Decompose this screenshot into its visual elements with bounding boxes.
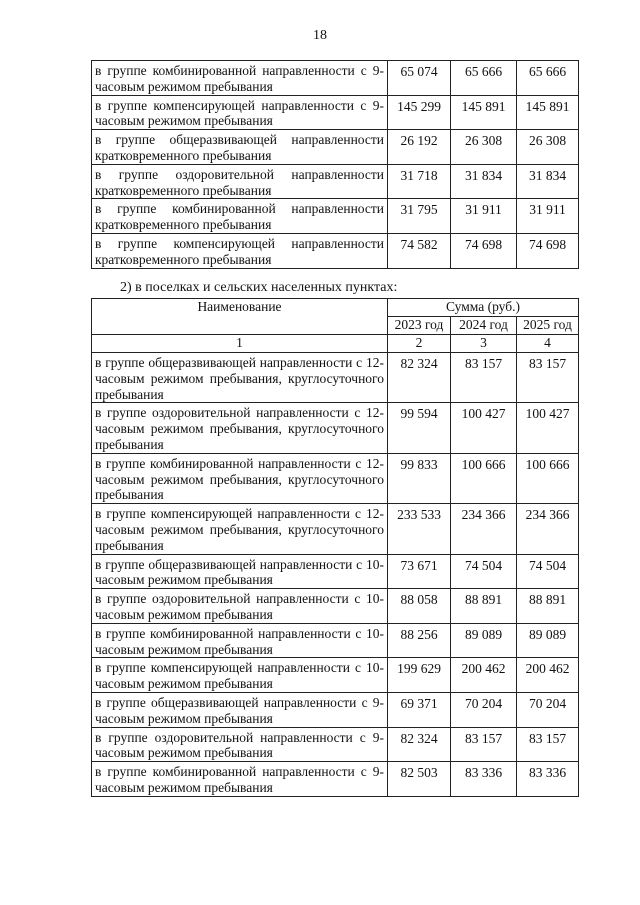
row-value-2024: 31 834 [451, 164, 517, 199]
header-sum-column: Сумма (руб.) [388, 299, 579, 317]
row-value-2025: 88 891 [517, 589, 579, 624]
row-value-2025: 31 911 [517, 199, 579, 234]
row-name-cell: в группе оздоровительной направленности с 10-часовым режимом пребывания [92, 589, 388, 624]
row-value-2025: 83 157 [517, 353, 579, 403]
row-value-2024: 26 308 [451, 130, 517, 165]
row-value-2023: 26 192 [388, 130, 451, 165]
rural-cost-table [91, 298, 579, 797]
row-name-cell: в группе оздоровительной направленности с 12-часовым режимом пребывания, круглосуточного пребывания [92, 403, 388, 453]
table-row [92, 554, 579, 589]
row-value-2025: 100 666 [517, 453, 579, 503]
row-name-cell: в группе комбинированной направленности с 9-часовым режимом пребывания [92, 762, 388, 797]
row-name-cell: в группе комбинированной направленности с 9-часовым режимом пребывания [92, 61, 388, 96]
row-name-cell: в группе общеразвивающей направленности с 9-часовым режимом пребывания [92, 692, 388, 727]
table-row [92, 95, 579, 130]
cost-table-continued [91, 60, 579, 269]
row-value-2023: 99 594 [388, 403, 451, 453]
page-number: 18 [313, 28, 327, 43]
row-value-2023: 31 795 [388, 199, 451, 234]
table-row [92, 623, 579, 658]
row-value-2024: 70 204 [451, 692, 517, 727]
row-value-2023: 73 671 [388, 554, 451, 589]
table-row [92, 453, 579, 503]
row-value-2025: 74 504 [517, 554, 579, 589]
row-value-2023: 74 582 [388, 233, 451, 268]
column-number-2: 2 [388, 335, 451, 353]
row-value-2023: 99 833 [388, 453, 451, 503]
row-name-cell: в группе комбинированной направленности кратковременного пребывания [92, 199, 388, 234]
row-value-2024: 89 089 [451, 623, 517, 658]
row-value-2023: 82 503 [388, 762, 451, 797]
row-name-cell: в группе компенсирующей направленности с 12-часовым режимом пребывания, круглосуточного пребывания [92, 504, 388, 554]
row-value-2023: 88 058 [388, 589, 451, 624]
table-row [92, 233, 579, 268]
row-value-2023: 82 324 [388, 727, 451, 762]
row-name-cell: в группе компенсирующей направленности кратковременного пребывания [92, 233, 388, 268]
row-name-cell: в группе общеразвивающей направленности с 10-часовым режимом пребывания [92, 554, 388, 589]
row-name-cell: в группе оздоровительной направленности с 9-часовым режимом пребывания [92, 727, 388, 762]
row-name-cell: в группе компенсирующей направленности с 9-часовым режимом пребывания [92, 95, 388, 130]
rural-cost-table-body [92, 353, 579, 797]
table-row [92, 403, 579, 453]
row-value-2025: 100 427 [517, 403, 579, 453]
row-name-cell: в группе общеразвивающей направленности кратковременного пребывания [92, 130, 388, 165]
rural-cost-table-header [92, 299, 579, 353]
row-value-2024: 100 666 [451, 453, 517, 503]
table-row [92, 61, 579, 96]
row-value-2023: 88 256 [388, 623, 451, 658]
header-year-2023: 2023 год [388, 317, 451, 335]
row-value-2025: 74 698 [517, 233, 579, 268]
row-value-2024: 88 891 [451, 589, 517, 624]
row-value-2025: 89 089 [517, 623, 579, 658]
row-value-2023: 199 629 [388, 658, 451, 693]
row-value-2023: 69 371 [388, 692, 451, 727]
row-value-2023: 82 324 [388, 353, 451, 403]
row-value-2025: 200 462 [517, 658, 579, 693]
row-value-2024: 74 504 [451, 554, 517, 589]
column-number-1: 1 [92, 335, 388, 353]
table-row [92, 353, 579, 403]
table-row [92, 727, 579, 762]
table-row [92, 658, 579, 693]
table-row [92, 199, 579, 234]
row-value-2024: 31 911 [451, 199, 517, 234]
row-value-2024: 83 157 [451, 727, 517, 762]
column-number-4: 4 [517, 335, 579, 353]
table-row [92, 762, 579, 797]
row-value-2024: 234 366 [451, 504, 517, 554]
section-subheading: 2) в поселках и сельских населенных пунктах: [120, 280, 398, 295]
row-value-2024: 100 427 [451, 403, 517, 453]
table-row [92, 130, 579, 165]
row-value-2023: 145 299 [388, 95, 451, 130]
row-name-cell: в группе комбинированной направленности с 12-часовым режимом пребывания, круглосуточного пребывания [92, 453, 388, 503]
row-name-cell: в группе комбинированной направленности с 10-часовым режимом пребывания [92, 623, 388, 658]
row-value-2025: 145 891 [517, 95, 579, 130]
row-value-2023: 31 718 [388, 164, 451, 199]
row-name-cell: в группе общеразвивающей направленности с 12-часовым режимом пребывания, круглосуточного пребывания [92, 353, 388, 403]
table-row [92, 692, 579, 727]
row-value-2024: 83 157 [451, 353, 517, 403]
cost-table-continued-body [92, 61, 579, 269]
row-value-2025: 83 157 [517, 727, 579, 762]
table-row [92, 589, 579, 624]
row-value-2025: 70 204 [517, 692, 579, 727]
header-name-column: Наименование [92, 299, 388, 335]
row-value-2024: 200 462 [451, 658, 517, 693]
table-row [92, 504, 579, 554]
row-value-2025: 234 366 [517, 504, 579, 554]
header-year-2025: 2025 год [517, 317, 579, 335]
row-value-2025: 65 666 [517, 61, 579, 96]
row-name-cell: в группе оздоровительной направленности кратковременного пребывания [92, 164, 388, 199]
column-number-3: 3 [451, 335, 517, 353]
row-value-2025: 31 834 [517, 164, 579, 199]
row-value-2024: 145 891 [451, 95, 517, 130]
table-row [92, 164, 579, 199]
row-value-2023: 65 074 [388, 61, 451, 96]
row-value-2025: 83 336 [517, 762, 579, 797]
row-name-cell: в группе компенсирующей направленности с 10-часовым режимом пребывания [92, 658, 388, 693]
row-value-2024: 65 666 [451, 61, 517, 96]
row-value-2023: 233 533 [388, 504, 451, 554]
row-value-2024: 74 698 [451, 233, 517, 268]
header-year-2024: 2024 год [451, 317, 517, 335]
row-value-2024: 83 336 [451, 762, 517, 797]
row-value-2025: 26 308 [517, 130, 579, 165]
